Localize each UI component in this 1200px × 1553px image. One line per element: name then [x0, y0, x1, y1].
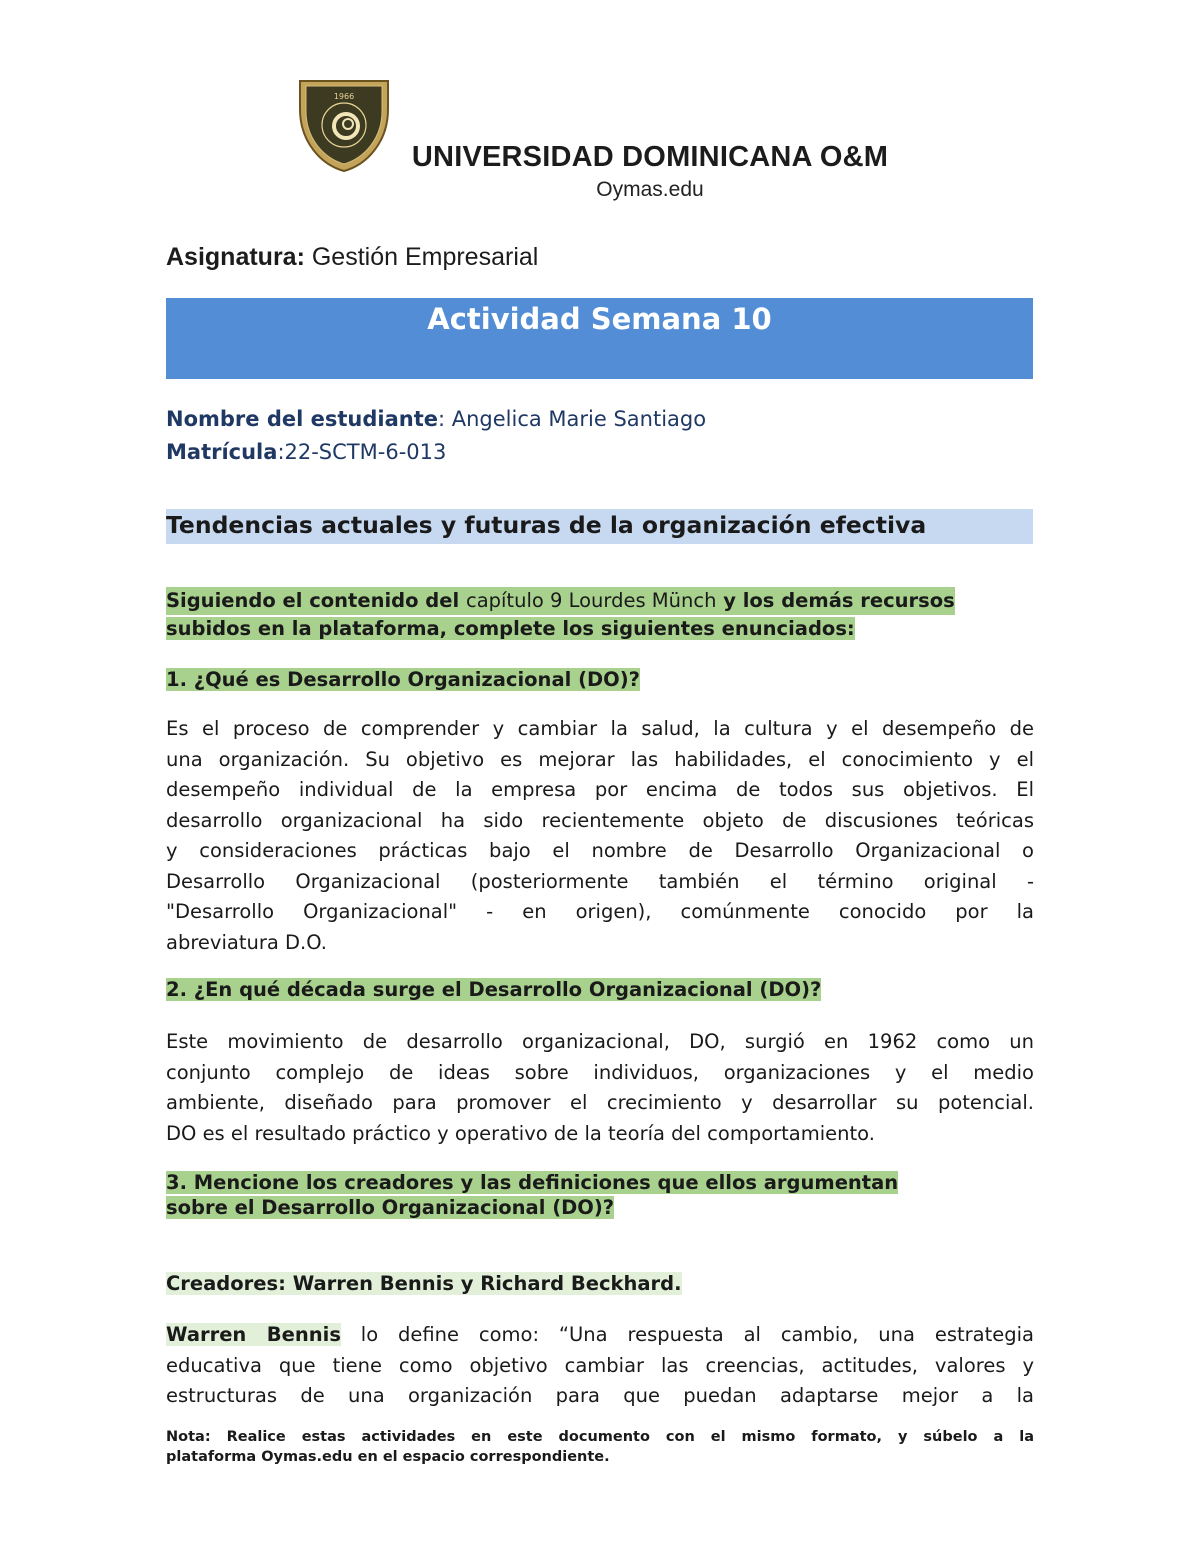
- answer-1-line: abreviatura D.O.: [166, 930, 327, 954]
- section-title: Tendencias actuales y futuras de la organización efectiva: [166, 511, 927, 539]
- note-line1: Nota: Realice estas actividades en este documento con el mismo formato, y súbelo a la: [166, 1429, 1034, 1445]
- bennis-name: Warren Bennis: [166, 1323, 341, 1346]
- university-name: UNIVERSIDAD DOMINICANA O&M: [411, 141, 889, 173]
- answer-2: [166, 1027, 1034, 1149]
- note-line2: plataforma Oymas.edu en el espacio correspondiente.: [166, 1449, 610, 1465]
- answer-3-line: [166, 1320, 1034, 1351]
- question-3: [166, 1170, 1034, 1220]
- instructions: [166, 587, 1034, 643]
- answer-1-line: desarrollo organizacional ha sido recientemente objeto de discusiones teóricas: [166, 808, 1034, 832]
- question-3-line2: sobre el Desarrollo Organizacional (DO)?: [166, 1196, 615, 1219]
- student-name-line: [166, 407, 706, 431]
- bennis-definition-start: lo define como: “Una respuesta al cambio, una estrategia: [340, 1323, 1034, 1346]
- answer-2-line: ambiente, diseñado para promover el crecimiento y desarrollar su potencial.: [166, 1091, 1034, 1114]
- activity-title: Actividad Semana 10: [427, 302, 772, 336]
- question-1: [166, 667, 1034, 692]
- student-id-line: [166, 440, 446, 464]
- creators-line: [166, 1271, 1034, 1296]
- answer-2-line: conjunto complejo de ideas sobre individuos, organizaciones y el medio: [166, 1060, 1034, 1084]
- instructions-chapter-ref: capítulo 9 Lourdes Münch: [465, 589, 717, 612]
- footer-note: [166, 1427, 1034, 1467]
- answer-1-line: "Desarrollo Organizacional" - en origen), comúnmente conocido por la: [166, 900, 1034, 923]
- question-2: [166, 977, 1034, 1002]
- question-2-text: 2. ¿En qué década surge el Desarrollo Organizacional (DO)?: [166, 978, 822, 1001]
- instructions-part-a: Siguiendo el contenido del: [166, 589, 466, 612]
- subject-value: Gestión Empresarial: [304, 243, 539, 271]
- answer-1-line: y consideraciones prácticas bajo el nombre de Desarrollo Organizacional o: [166, 839, 1034, 862]
- answer-1: [166, 714, 1034, 958]
- instructions-line2: subidos en la plataforma, complete los siguientes enunciados:: [166, 617, 855, 640]
- answer-3-line: estructuras de una organización para que puedan adaptarse mejor a la: [166, 1384, 1034, 1407]
- student-name-label: Nombre del estudiante: [166, 407, 438, 431]
- student-id-value: :22-SCTM-6-013: [277, 440, 447, 464]
- instructions-part-c: y los demás recursos: [716, 589, 955, 612]
- instructions-line1: [166, 587, 955, 615]
- activity-banner: [166, 298, 1033, 379]
- creators-text: Creadores: Warren Bennis y Richard Beckhard.: [166, 1272, 682, 1295]
- answer-1-line: desempeño individual de la empresa por encima de todos sus objetivos. El: [166, 778, 1034, 801]
- answer-3-line: educativa que tiene como objetivo cambiar las creencias, actitudes, valores y: [166, 1353, 1034, 1377]
- university-website: Oymas.edu: [596, 178, 704, 201]
- subject-label: Asignatura:: [166, 243, 305, 271]
- answer-1-line: Desarrollo Organizacional (posteriormente también el término original -: [166, 869, 1034, 893]
- student-id-label: Matrícula: [166, 440, 278, 464]
- answer-2-line: DO es el resultado práctico y operativo de la teoría del comportamiento.: [166, 1121, 875, 1145]
- answer-1-line: Es el proceso de comprender y cambiar la salud, la cultura y el desempeño de: [166, 717, 1034, 740]
- answer-3: [166, 1320, 1034, 1412]
- logo-year: 1966: [333, 92, 355, 101]
- question-3-line1: 3. Mencione los creadores y las definiciones que ellos argumentan: [166, 1171, 899, 1194]
- subject-line: [166, 243, 538, 272]
- student-name-value: : Angelica Marie Santiago: [437, 407, 707, 431]
- answer-1-line: una organización. Su objetivo es mejorar las habilidades, el conocimiento y el: [166, 747, 1034, 771]
- question-1-text: 1. ¿Qué es Desarrollo Organizacional (DO)?: [166, 668, 640, 691]
- answer-2-line: Este movimiento de desarrollo organizacional, DO, surgió en 1962 como un: [166, 1030, 1034, 1053]
